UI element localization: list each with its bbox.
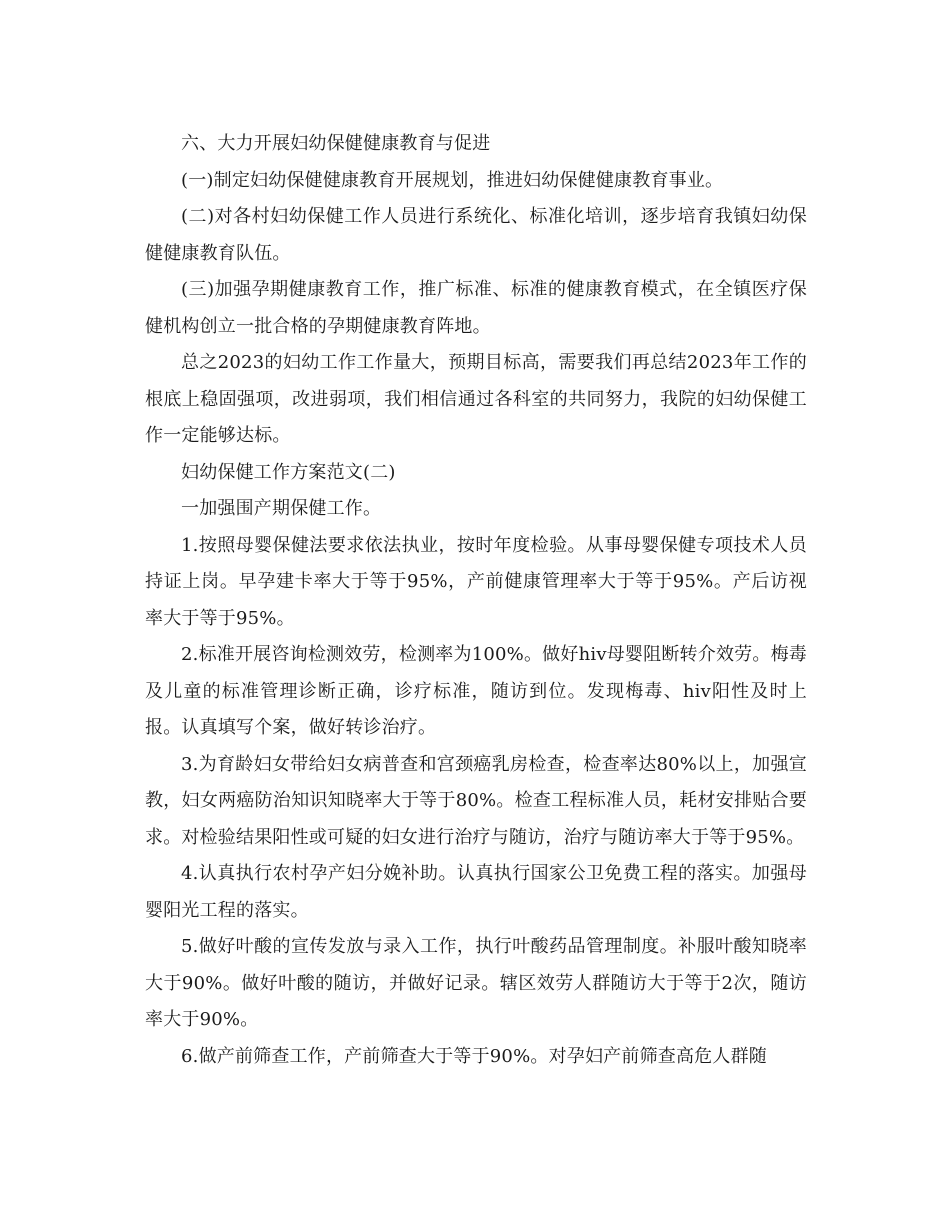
list-item: 6.做产前筛查工作，产前筛查大于等于90%。对孕妇产前筛查高危人群随: [181, 1045, 767, 1067]
list-item: 3.为育龄妇女带给妇女病普查和宫颈癌乳房检查，检查率达80%以上，加强宣教，妇女两癌防治知识知晓率大于等于80%。检查工程标准人员，耗材安排贴合要求。对检验结果阳性或可疑的妇女进行治疗与随访，治疗与随访率大于等于95%。: [145, 753, 807, 848]
paragraph: (二)对各村妇幼保健工作人员进行系统化、标准化培训，逐步培育我镇妇幼保健健康教育队伍。: [145, 206, 807, 264]
list-item: 2.标准开展咨询检测效劳，检测率为100%。做好hiv母婴阻断转介效劳。梅毒及儿童的标准管理诊断正确，诊疗标准，随访到位。发现梅毒、hiv阳性及时上报。认真填写个案，做好转诊治疗。: [145, 644, 807, 738]
section-heading: 六、大力开展妇幼保健健康教育与促进: [181, 133, 491, 154]
paragraph: 总之2023的妇幼工作工作量大，预期目标高，需要我们再总结2023年工作的根底上稳固强项，改进弱项，我们相信通过各科室的共同努力，我院的妇幼保健工作一定能够达标。: [145, 352, 807, 446]
section-heading: 一加强围产期保健工作。: [181, 498, 382, 519]
list-item: 1.按照母婴保健法要求依法执业，按时年度检验。从事母婴保健专项技术人员持证上岗。早孕建卡率大于等于95%，产前健康管理率大于等于95%。产后访视率大于等于95%。: [145, 534, 807, 629]
list-item: 5.做好叶酸的宣传发放与录入工作，执行叶酸药品管理制度。补服叶酸知晓率大于90%。做好叶酸的随访，并做好记录。辖区效劳人群随访大于等于2次，随访率大于90%。: [145, 936, 807, 1030]
list-item: 4.认真执行农村孕产妇分娩补助。认真执行国家公卫免费工程的落实。加强母婴阳光工程的落实。: [145, 863, 807, 921]
section-heading: 妇幼保健工作方案范文(二): [181, 461, 396, 483]
document-body: [145, 126, 807, 1075]
paragraph: (三)加强孕期健康教育工作，推广标准、标准的健康教育模式，在全镇医疗保健机构创立一批合格的孕期健康教育阵地。: [145, 279, 807, 337]
paragraph: (一)制定妇幼保健健康教育开展规划，推进妇幼保健健康教育事业。: [181, 169, 724, 191]
